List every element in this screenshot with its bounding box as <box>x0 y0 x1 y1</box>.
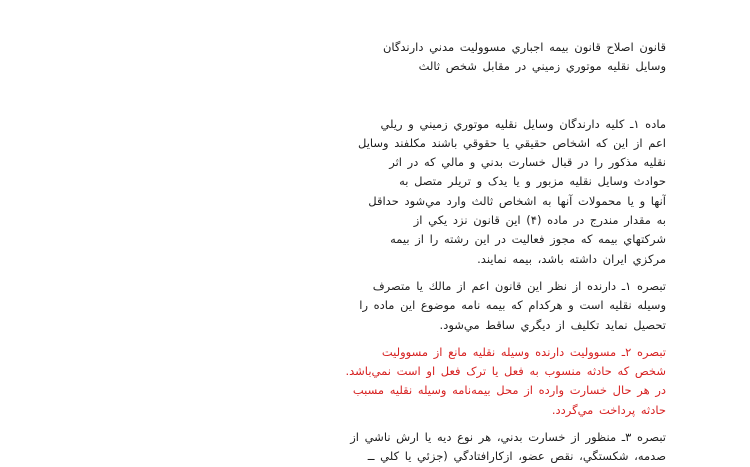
article-1-line: شرکتهاي بیمه که مجوز فعالیت در این رشته را از بیمه <box>390 232 666 247</box>
document-page <box>80 38 666 467</box>
note-2-line: در هر حال خسارت وارده از محل بیمه‌نامه وسیله نقلیه مسبب <box>352 383 666 398</box>
note-2-line: حادثه پرداخت مي‌گردد. <box>551 402 666 417</box>
note-1-line: تحصیل نماید تکلیف از دیگري ساقط مي‌شود. <box>439 317 666 332</box>
document-title <box>80 38 666 77</box>
note-2-highlighted <box>80 343 666 420</box>
article-1 <box>80 115 666 269</box>
note-1 <box>80 277 666 335</box>
article-1-line: ماده ۱ـ کلیه دارندگان وسایل نقلیه موتوري زمیني و ریلي <box>380 116 666 131</box>
note-2-line: شخص که حادثه منسوب به فعل یا ترک فعل او است نمي‌باشد. <box>345 364 666 379</box>
note-2-line: تبصره ۲ـ مسوولیت دارنده وسیله نقلیه مانع از مسوولیت <box>381 344 666 359</box>
article-1-line: نقلیه مذکور را در قبال خسارت بدني و مالي که در اثر <box>389 155 666 170</box>
article-1-line: به مقدار مندرج در ماده (۴) این قانون نزد یکي از <box>413 213 666 228</box>
note-3 <box>80 428 666 467</box>
article-1-line: حوادث وسایل نقلیه مزبور و یا یدک و تریلر متصل به <box>399 174 666 189</box>
article-1-line: آنها و یا محمولات آنها به اشخاص ثالث وارد مي‌شود حداقل <box>368 193 666 208</box>
article-1-line: مرکزي ایران داشته باشد، بیمه نمایند. <box>477 251 666 266</box>
note-1-line: تبصره ۱ـ دارنده از نظر این قانون اعم از مالك یا متصرف <box>372 278 666 293</box>
title-line: وسایل نقلیه موتوري زمیني در مقابل شخص ثالث <box>418 59 666 74</box>
title-line: قانون اصلاح قانون بیمه اجباري مسوولیت مدني دارندگان <box>382 40 666 54</box>
note-3-line: تبصره ۳ـ منظور از خسارت بدني، هر نوع دیه یا ارش ناشي از <box>350 430 666 445</box>
note-3-line: صدمه، شکستگي، نقص عضو، ازکارافتادگي (جزئي یا کلي ــ <box>367 449 666 464</box>
note-1-line: وسیله نقلیه است و هرکدام که بیمه نامه موضوع این ماده را <box>359 298 666 313</box>
article-1-line: اعم از این که اشخاص حقیقي یا حقوقي باشند مکلفند وسایل <box>357 135 666 150</box>
